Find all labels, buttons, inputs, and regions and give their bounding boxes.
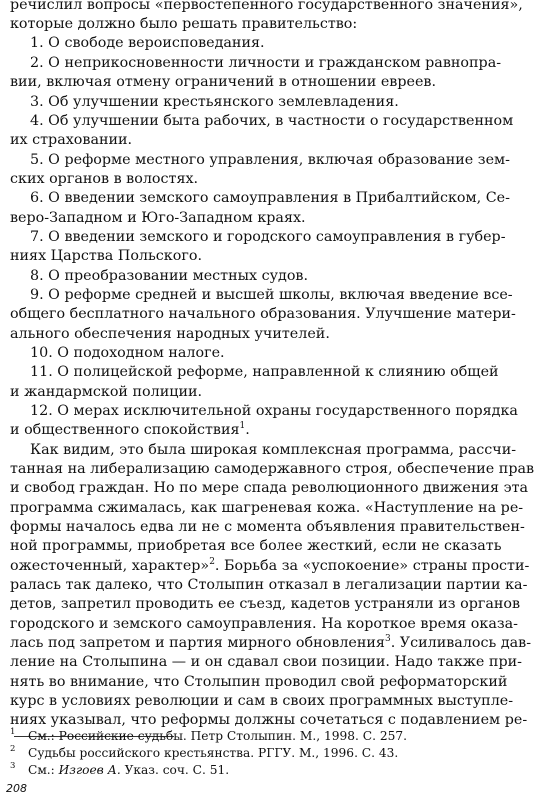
- list-item: 3. Об улучшении крестьянского землевладения.: [30, 94, 399, 110]
- footnote-number: 3: [10, 761, 16, 771]
- list-item-continuation: и общественного спокойствия$^1$.: [10, 421, 250, 438]
- list-item: 2. О неприкосновенности личности и гражданском равнопра-: [30, 55, 502, 71]
- line-text: лась под запретом и партия мирного обновления: [10, 635, 385, 651]
- body-line: формы началось едва ли не с момента объявления правительствен-: [10, 519, 525, 535]
- page-number: 208: [6, 782, 27, 795]
- footnote-ref[interactable]: 2: [209, 557, 215, 567]
- footnote: [10, 762, 480, 779]
- line-text: . Борьба за «успокоение» страны прости-: [214, 558, 530, 574]
- list-item-continuation: вии, включая отмену ограничений в отношении евреев.: [10, 74, 437, 90]
- list-item: 9. О реформе средней и высшей школы, включая введение все-: [30, 287, 513, 303]
- list-item: 12. О мерах исключительной охраны государственного порядка: [30, 403, 518, 419]
- list-item: 10. О подоходном налоге.: [30, 345, 225, 361]
- list-item: 4. Об улучшении быта рабочих, в частности о государственном: [30, 113, 514, 129]
- body-line: ной программы, приобретая все более жесткий, если не сказать: [10, 538, 502, 554]
- footnote-ref[interactable]: 3: [384, 634, 391, 644]
- footnote-author: Изгоев А.: [58, 763, 121, 777]
- footnote-prefix: См.:: [28, 763, 59, 777]
- list-item: 1. О свободе вероисповедания.: [30, 35, 265, 51]
- footnote-ref[interactable]: 1: [239, 421, 246, 431]
- list-item-continuation: общего бесплатного начального образования. Улучшение матери-: [10, 306, 516, 322]
- body-line: ление на Столыпина — и он сдавал свои позиции. Надо также при-: [10, 654, 522, 670]
- footnote-text: Судьбы российского крестьянства. РГГУ. М., 1996. С. 43.: [28, 746, 399, 760]
- list-item-continuation: и жандармской полиции.: [10, 384, 203, 400]
- footnote-text: См.: Российские судьбы. Петр Столыпин. М., 1998. С. 257.: [28, 729, 407, 743]
- list-item: 11. О полицейской реформе, направленной к слиянию общей: [30, 364, 499, 380]
- list-item-continuation: их страховании.: [10, 132, 133, 148]
- body-line: городского и земского самоуправления. На короткое время оказа-: [10, 616, 518, 632]
- body-line: нять во внимание, что Столыпин проводил свой реформаторский: [10, 674, 508, 690]
- body-line: [10, 556, 530, 576]
- list-item: 6. О введении земского самоуправления в Прибалтийском, Се-: [30, 190, 510, 206]
- body-line: курс в условиях революции и сам в своих программных выступле-: [10, 693, 514, 709]
- footnote-number: 2: [10, 744, 16, 754]
- list-item-continuation: веро-Западном и Юго-Западном краях.: [10, 210, 306, 226]
- body-line: ралась так далеко, что Столыпин отказал в легализации партии ка-: [10, 577, 528, 593]
- body-line: [10, 633, 532, 653]
- list-item-continuation: ских органов в волостях.: [10, 171, 199, 187]
- body-line: и свобод граждан. Но по мере спада революционного движения эта: [10, 480, 529, 496]
- body-line: детов, запретил проводить ее съезд, кадетов устраняли из органов: [10, 596, 521, 612]
- line-text: . Усиливалось дав-: [390, 635, 532, 651]
- body-line: танная на либерализацию самодержавного строя, обеспечение прав: [10, 461, 534, 477]
- list-item: 8. О преобразовании местных судов.: [30, 268, 309, 284]
- body-line: речислил вопросы «первостепенного государственного значения»,: [10, 0, 523, 13]
- body-line: Как видим, это была широкая комплексная программа, рассчи-: [30, 442, 517, 458]
- body-line: которые должно было решать правительство:: [10, 16, 358, 32]
- line-text: и общественного спокойствия: [10, 422, 240, 438]
- footnote: [10, 745, 480, 762]
- footnote-rest: Указ. соч. С. 51.: [120, 763, 230, 777]
- list-item-continuation: ниях Царства Польского.: [10, 248, 202, 264]
- footnote-text: [28, 762, 229, 779]
- line-text: ожесточенный, характер»: [10, 558, 210, 574]
- list-item-continuation: ального обеспечения народных учителей.: [10, 326, 330, 342]
- list-item: 7. О введении земского и городского самоуправления в губер-: [30, 229, 506, 245]
- body-line: программа сжималась, как шагреневая кожа. «Наступление на ре-: [10, 500, 524, 516]
- body-line: ниях указывал, что реформы должны сочетаться с подавлением ре-: [10, 712, 528, 728]
- list-item: 5. О реформе местного управления, включая образование зем-: [30, 152, 510, 168]
- footnote: [10, 728, 480, 745]
- footnote-number: 1: [10, 727, 16, 737]
